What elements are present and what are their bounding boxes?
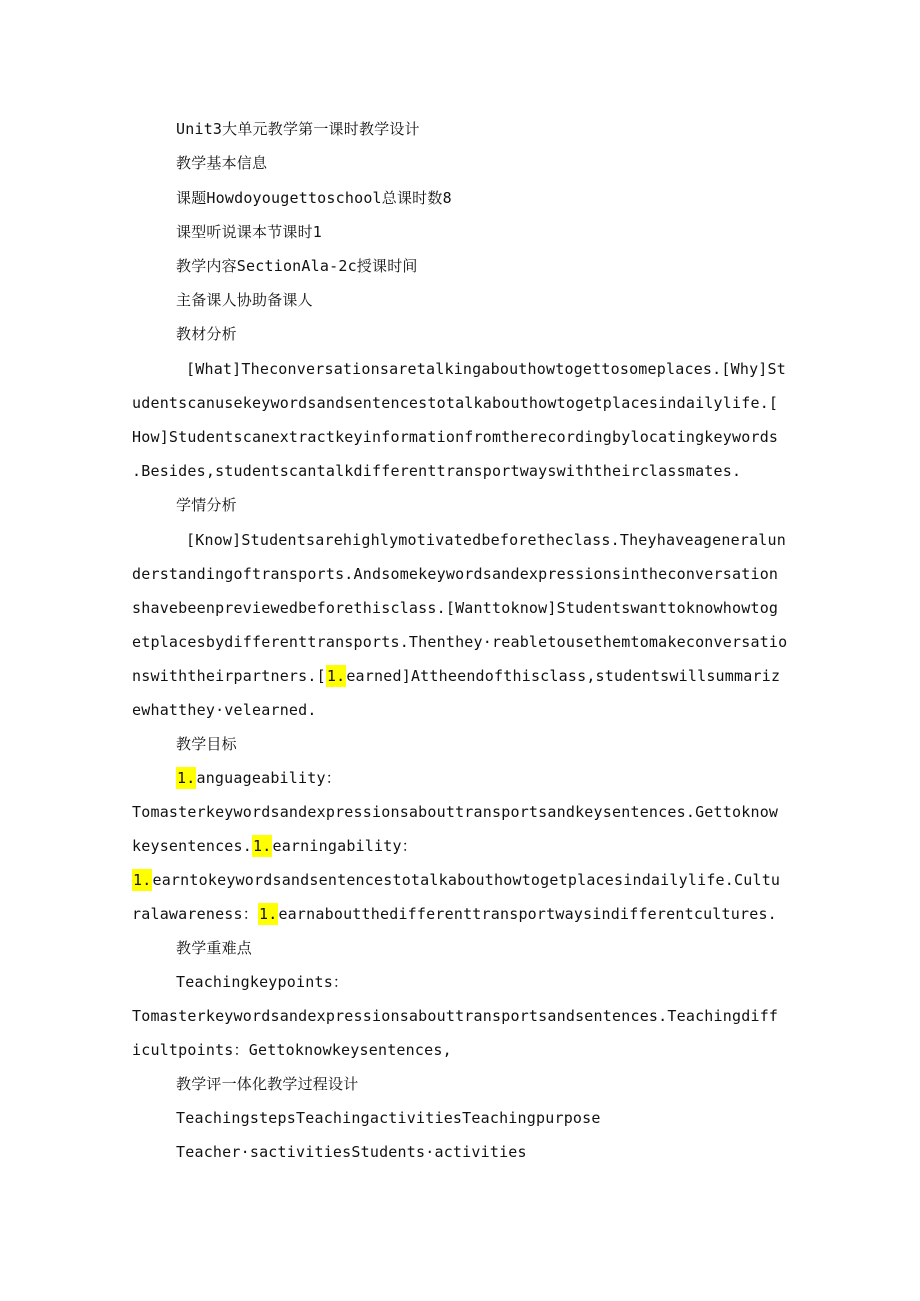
text-run: anguageability： [196,769,341,787]
section-heading-basic-info: 教学基本信息 [176,154,268,172]
paragraph-line [132,901,777,927]
text-run: earntokeywordsandsentencestotalkabouthowtogetplacesindailylife.Cultu [152,871,781,889]
paragraph-line [132,663,780,689]
highlighted-marker: 1. [326,667,346,685]
paragraph-line: Tomasterkeywordsandexpressionsabouttransportsandsentences.Teachingdiff [132,1007,779,1025]
paragraph-line: Tomasterkeywordsandexpressionsabouttransportsandkeysentences.Gettoknow [132,803,779,821]
highlighted-marker: 1. [253,837,272,855]
text-run: earned]Attheendofthisclass,studentswillsummariz [346,667,781,685]
paragraph-line: Teachingkeypoints： [176,973,349,991]
paragraph-line: ewhatthey·velearned. [132,701,317,719]
paragraph-line: derstandingoftransports.Andsomekeywordsandexpressionsintheconversation [132,565,779,583]
info-line-content: 教学内容SectionAla-2c授课时间 [176,257,418,275]
section-heading-student-analysis: 学情分析 [176,496,237,514]
info-line-lesson-type: 课型听说课本节课时1 [176,223,323,241]
paragraph-line [132,867,780,893]
paragraph-line [132,833,417,859]
paragraph-line: shavebeenpreviewedbeforethisclass.[Wanttoknow]Studentswanttoknowhowtog [132,599,779,617]
paragraph-line: udentscanusekeywordsandsentencestotalkabouthowtogetplacesindailylife.[ [132,394,779,412]
paragraph-line: [What]Theconversationsaretalkingabouthowtogettosomeplaces.[Why]St [186,360,786,378]
section-heading-material-analysis: 教材分析 [176,325,237,343]
paragraph-line: etplacesbydifferenttransports.Thenthey·reabletousethemtomakeconversatio [132,633,788,651]
paragraph-line: .Besides,studentscantalkdifferenttransportwayswiththeirclassmates. [132,462,742,480]
info-line-topic: 课题Howdoyougettoschool总课时数8 [176,189,452,207]
section-heading-process-design: 教学评一体化教学过程设计 [176,1075,359,1093]
paragraph-line: [Know]Studentsarehighlymotivatedbeforetheclass.Theyhaveageneralun [186,531,786,549]
paragraph-line: icultpoints：Gettoknowkeysentences, [132,1041,452,1059]
highlighted-marker: 1. [177,769,196,787]
document-title: Unit3大单元教学第一课时教学设计 [176,120,420,138]
text-run: earningability： [272,837,417,855]
text-run: earnaboutthedifferenttransportwaysindifferentcultures. [278,905,777,923]
paragraph-line [176,765,341,791]
table-header-line: Teacher·sactivitiesStudents·activities [176,1143,527,1161]
info-line-teachers: 主备课人协助备课人 [176,291,313,309]
text-run: keysentences. [132,837,252,855]
highlighted-marker: 1. [258,905,278,923]
section-heading-objectives: 教学目标 [176,735,237,753]
paragraph-line: How]Studentscanextractkeyinformationfromtherecordingbylocatingkeywords [132,428,779,446]
highlighted-marker: 1. [133,871,152,889]
text-run: ralawareness： [132,905,258,923]
section-heading-key-points: 教学重难点 [176,939,253,957]
table-header-line: TeachingstepsTeachingactivitiesTeachingpurpose [176,1109,601,1127]
text-run: nswiththeirpartners.[ [132,667,326,685]
